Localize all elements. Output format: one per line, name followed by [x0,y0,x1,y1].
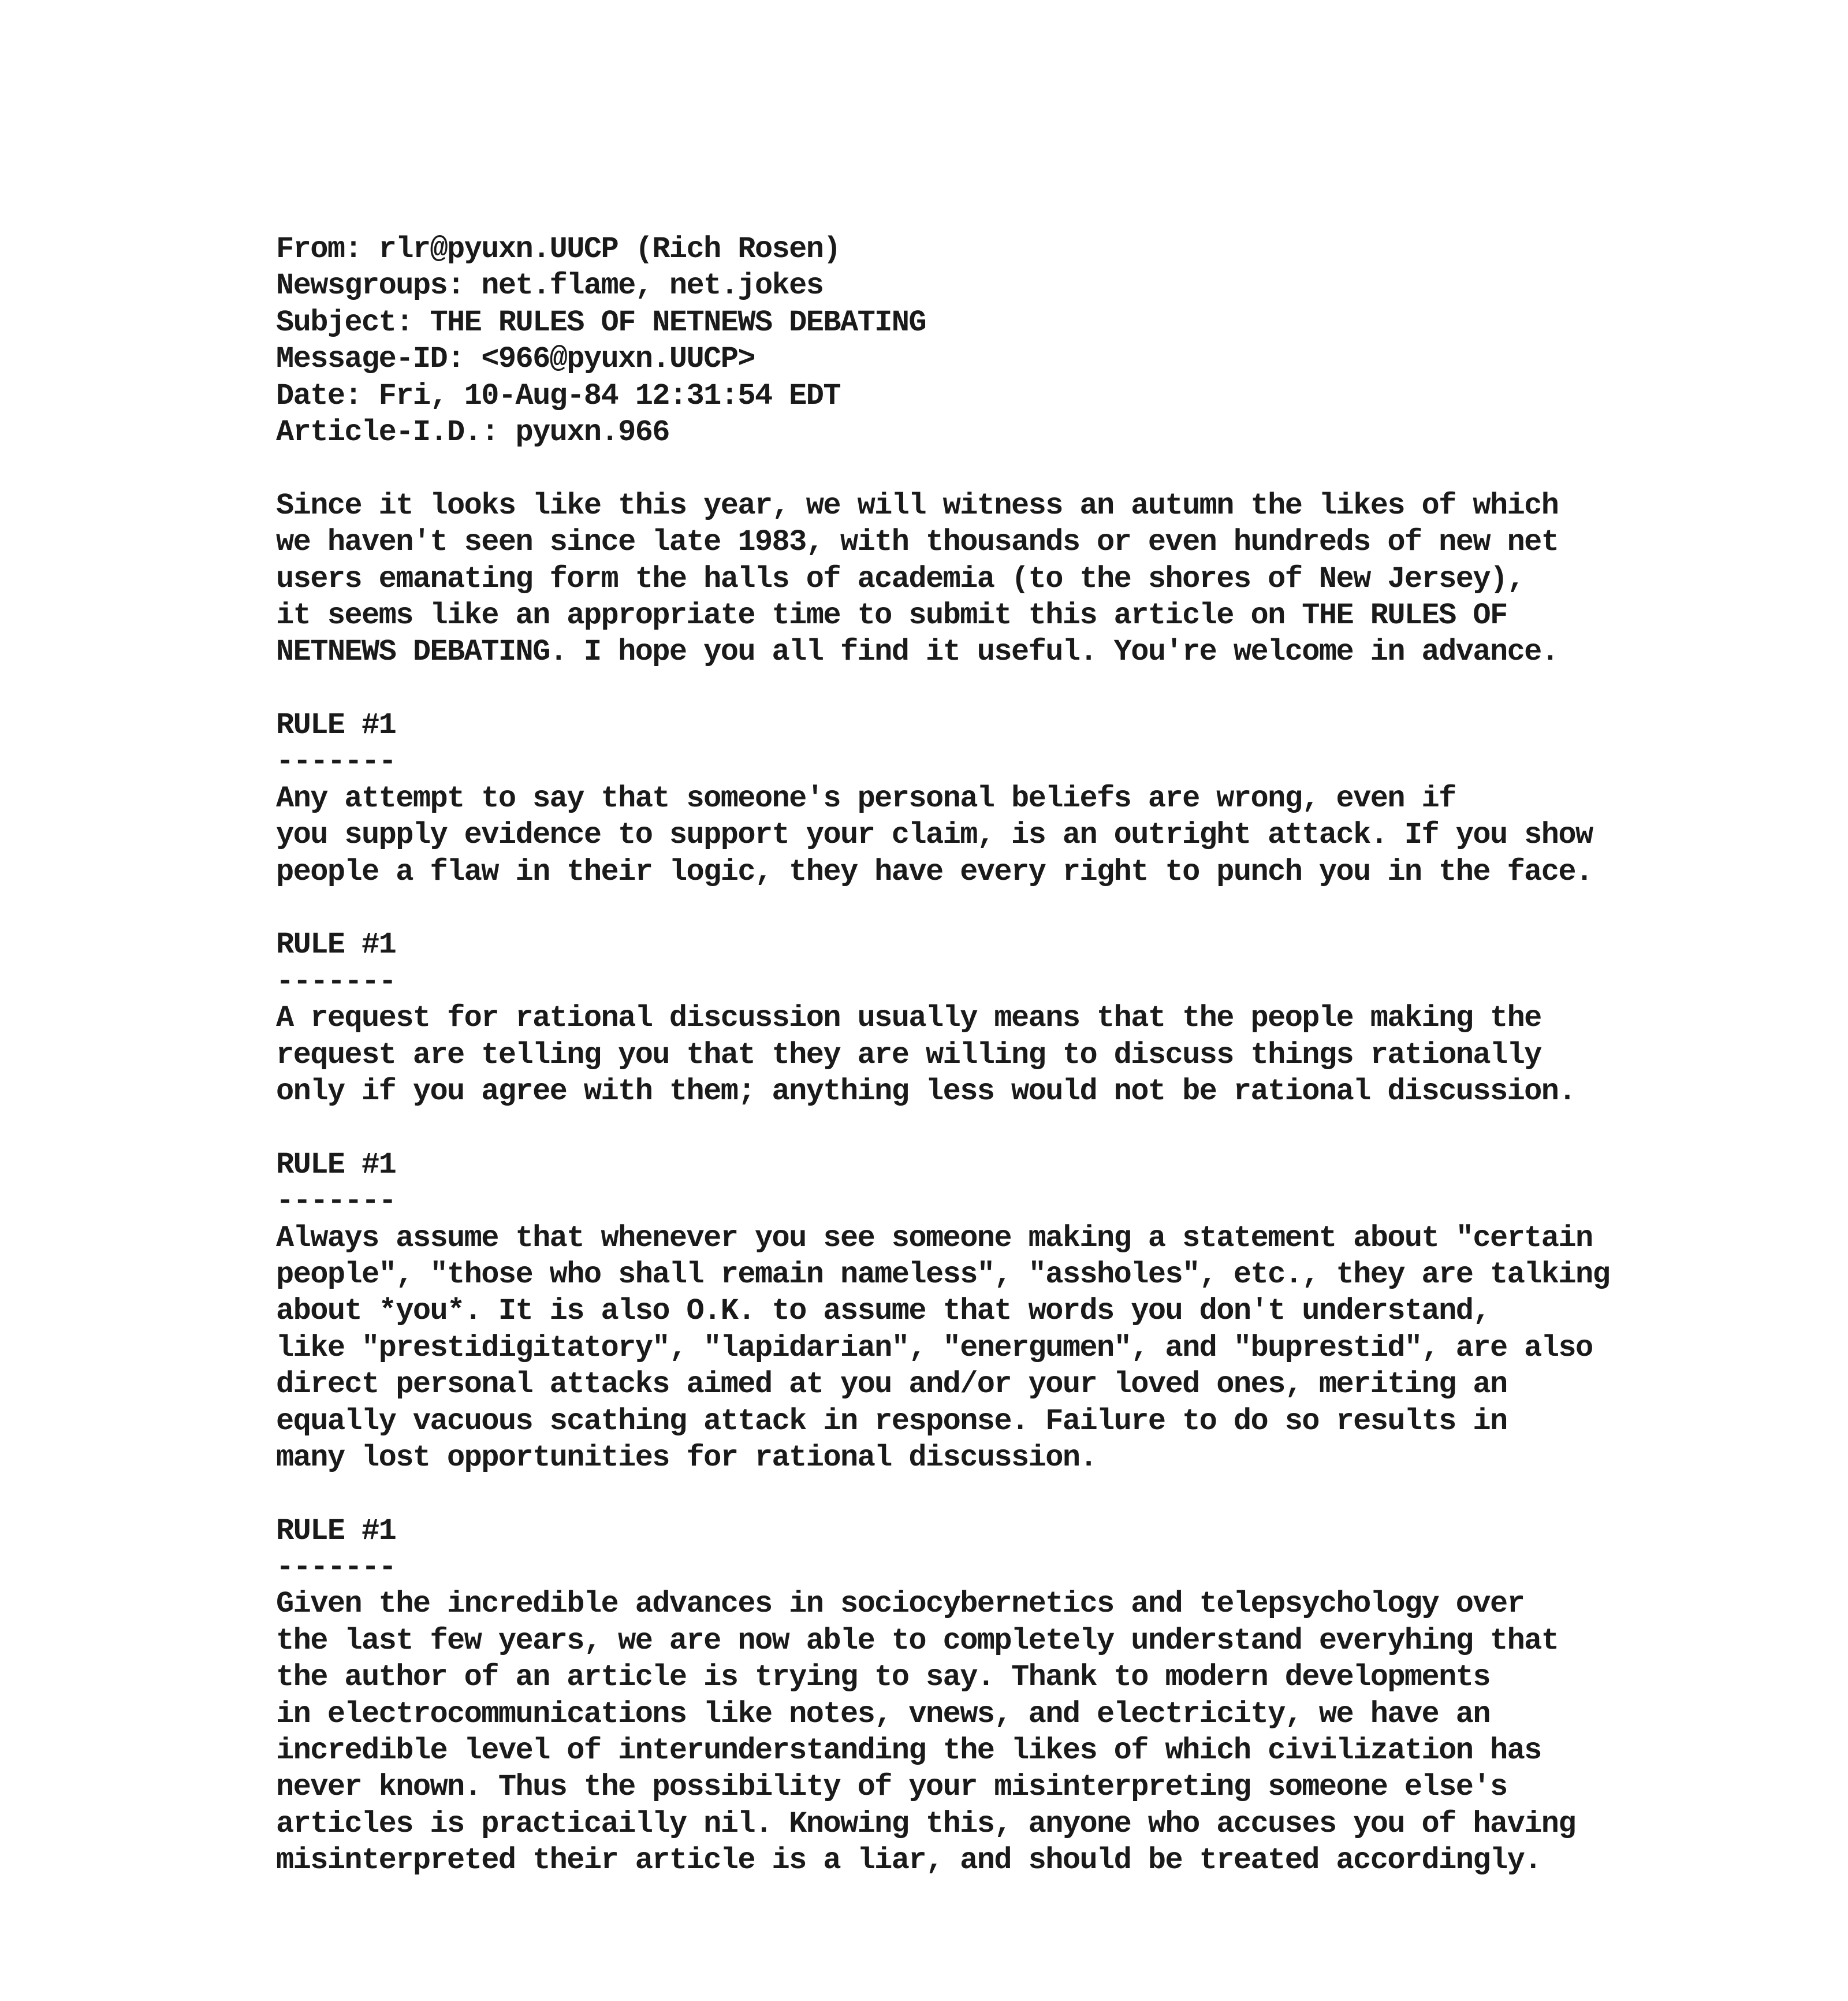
rule-text-line: only if you agree with them; anything less would not be rational discussion. [276,1074,1575,1109]
rule-text-line: equally vacuous scathing attack in response. Failure to do so results in [276,1404,1507,1438]
rule-text-line: the last few years, we are now able to completely understand everyhing that [276,1623,1559,1658]
rule-section [276,1513,1778,1879]
rule-text-line: the author of an article is trying to say. Thank to modern developments [276,1660,1490,1695]
rule-text-line: you supply evidence to support your claim, is an outright attack. If you show [276,818,1593,853]
rule-underline: ------- [276,964,396,999]
article [276,231,1778,1879]
rule-title: RULE #1 [276,928,396,962]
rule-title: RULE #1 [276,708,396,743]
rule-section [276,707,1778,890]
rule-title: RULE #1 [276,1147,396,1182]
blank-line [276,671,1778,707]
rule-section [276,1147,1778,1476]
header-newsgroups: Newsgroups: net.flame, net.jokes [276,269,824,303]
rule-text-line: about *you*. It is also O.K. to assume that words you don't understand, [276,1294,1490,1329]
rule-underline: ------- [276,745,396,779]
rule-text-line: articles is practicailly nil. Knowing this, anyone who accuses you of having [276,1806,1575,1841]
rule-text-line: Given the incredible advances in sociocybernetics and telepsychology over [276,1587,1525,1621]
rule-text-line: people", "those who shall remain nameless", "assholes", etc., they are talking [276,1257,1610,1292]
header-message-id: Message-ID: <966@pyuxn.UUCP> [276,342,755,377]
header-from: From: rlr@pyuxn.UUCP (Rich Rosen) [276,232,840,266]
blank-line [276,890,1778,927]
article-header [276,231,1778,451]
intro-line: Since it looks like this year, we will witness an autumn the likes of which [276,488,1559,523]
rule-underline: ------- [276,1184,396,1219]
rule-text-line: people a flaw in their logic, they have every right to punch you in the face. [276,854,1593,889]
intro-line: NETNEWS DEBATING. I hope you all find it useful. You're welcome in advance. [276,635,1559,670]
intro-line: users emanating form the halls of academia (to the shores of New Jersey), [276,561,1525,596]
rule-text-line: A request for rational discussion usually means that the people making the [276,1001,1541,1036]
rule-text-line: request are telling you that they are willing to discuss things rationally [276,1037,1541,1072]
rule-text-line: Always assume that whenever you see someone making a statement about "certain [276,1221,1593,1255]
rule-text-line: never known. Thus the possibility of your misinterpreting someone else's [276,1770,1507,1805]
rule-title: RULE #1 [276,1513,396,1548]
rule-text-line: like "prestidigitatory", "lapidarian", "energumen", and "buprestid", are also [276,1330,1593,1365]
intro-line: it seems like an appropriate time to submit this article on THE RULES OF [276,598,1507,633]
rule-text-line: Any attempt to say that someone's personal beliefs are wrong, even if [276,781,1456,816]
rule-section [276,927,1778,1110]
header-article-id: Article-I.D.: pyuxn.966 [276,415,669,449]
rule-text-line: incredible level of interunderstanding the likes of which civilization has [276,1734,1541,1768]
rule-text-line: many lost opportunities for rational discussion. [276,1440,1097,1475]
rule-text-line: direct personal attacks aimed at you and/or your loved ones, meriting an [276,1367,1507,1402]
rule-text-line: in electrocommunications like notes, vnews, and electricity, we have an [276,1697,1490,1731]
header-date: Date: Fri, 10-Aug-84 12:31:54 EDT [276,378,840,413]
rule-underline: ------- [276,1550,396,1585]
intro-paragraph [276,488,1778,671]
rule-text-line: misinterpreted their article is a liar, and should be treated accordingly. [276,1843,1541,1878]
blank-line [276,451,1778,487]
intro-line: we haven't seen since late 1983, with thousands or even hundreds of new net [276,525,1559,560]
blank-line [276,1476,1778,1512]
blank-line [276,1110,1778,1146]
header-subject: Subject: THE RULES OF NETNEWS DEBATING [276,305,926,340]
